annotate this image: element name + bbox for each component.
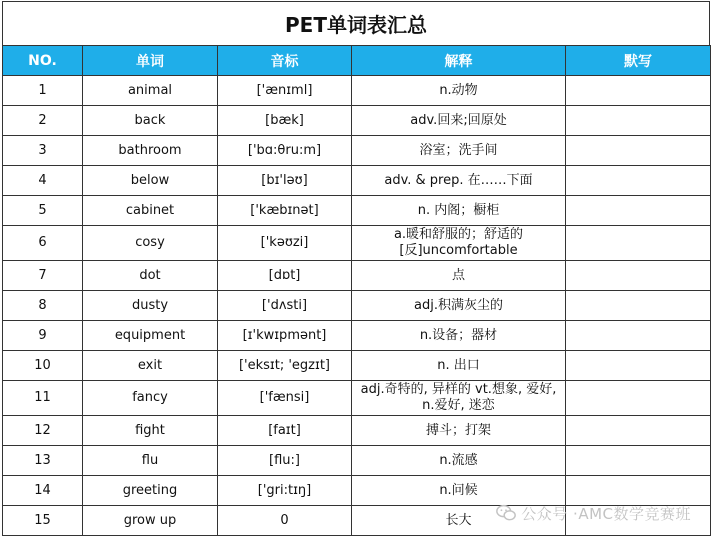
table-row bbox=[3, 136, 711, 166]
cell-phonetic: ['kæbɪnət] bbox=[218, 196, 352, 226]
table-row bbox=[3, 416, 711, 446]
cell-phonetic: [bɪ'ləʊ] bbox=[218, 166, 352, 196]
cell-no: 8 bbox=[3, 291, 83, 321]
cell-no: 1 bbox=[3, 76, 83, 106]
watermark bbox=[495, 502, 691, 524]
cell-dictation[interactable] bbox=[566, 321, 711, 351]
cell-no: 12 bbox=[3, 416, 83, 446]
cell-dictation[interactable] bbox=[566, 136, 711, 166]
table-row bbox=[3, 351, 711, 381]
cell-word: greeting bbox=[83, 476, 218, 506]
cell-meaning: a.暖和舒服的；舒适的 [反]uncomfortable bbox=[352, 226, 566, 261]
header-phonetic: 音标 bbox=[218, 46, 352, 76]
cell-no: 5 bbox=[3, 196, 83, 226]
cell-no: 10 bbox=[3, 351, 83, 381]
cell-meaning: 长大 bbox=[352, 506, 566, 536]
cell-word: fight bbox=[83, 416, 218, 446]
page-title: PET单词表汇总 bbox=[2, 1, 710, 45]
cell-no: 4 bbox=[3, 166, 83, 196]
cell-phonetic: ['eksɪt; 'egzɪt] bbox=[218, 351, 352, 381]
cell-phonetic: ['ænɪml] bbox=[218, 76, 352, 106]
cell-dictation[interactable] bbox=[566, 166, 711, 196]
cell-dictation[interactable] bbox=[566, 446, 711, 476]
table-row bbox=[3, 106, 711, 136]
header-no: NO. bbox=[3, 46, 83, 76]
vocabulary-sheet bbox=[2, 1, 710, 536]
table-row bbox=[3, 476, 711, 506]
cell-phonetic: [dɒt] bbox=[218, 261, 352, 291]
table-row bbox=[3, 381, 711, 416]
cell-meaning: adj.积满灰尘的 bbox=[352, 291, 566, 321]
table-header-row bbox=[3, 46, 711, 76]
cell-phonetic: 0 bbox=[218, 506, 352, 536]
cell-word: dusty bbox=[83, 291, 218, 321]
header-word: 单词 bbox=[83, 46, 218, 76]
cell-dictation[interactable] bbox=[566, 291, 711, 321]
cell-dictation[interactable] bbox=[566, 196, 711, 226]
cell-phonetic: ['dʌsti] bbox=[218, 291, 352, 321]
cell-no: 2 bbox=[3, 106, 83, 136]
cell-word: animal bbox=[83, 76, 218, 106]
cell-dictation[interactable] bbox=[566, 381, 711, 416]
cell-no: 3 bbox=[3, 136, 83, 166]
cell-word: dot bbox=[83, 261, 218, 291]
cell-meaning: n.动物 bbox=[352, 76, 566, 106]
cell-word: fancy bbox=[83, 381, 218, 416]
watermark-name: AMC数学竞赛班 bbox=[578, 504, 691, 523]
table-row bbox=[3, 446, 711, 476]
cell-word: exit bbox=[83, 351, 218, 381]
cell-meaning: 搏斗；打架 bbox=[352, 416, 566, 446]
vocabulary-table bbox=[2, 45, 711, 536]
cell-phonetic: [bæk] bbox=[218, 106, 352, 136]
cell-phonetic: [faɪt] bbox=[218, 416, 352, 446]
wechat-icon bbox=[495, 502, 517, 524]
cell-meaning: 点 bbox=[352, 261, 566, 291]
cell-meaning: n.设备；器材 bbox=[352, 321, 566, 351]
cell-dictation[interactable] bbox=[566, 76, 711, 106]
table-row bbox=[3, 291, 711, 321]
cell-phonetic: ['bɑ:θru:m] bbox=[218, 136, 352, 166]
cell-no: 13 bbox=[3, 446, 83, 476]
cell-dictation[interactable] bbox=[566, 261, 711, 291]
cell-dictation[interactable] bbox=[566, 476, 711, 506]
table-row bbox=[3, 166, 711, 196]
header-dictation: 默写 bbox=[566, 46, 711, 76]
table-row bbox=[3, 226, 711, 261]
cell-word: cabinet bbox=[83, 196, 218, 226]
cell-no: 15 bbox=[3, 506, 83, 536]
cell-dictation[interactable] bbox=[566, 351, 711, 381]
cell-phonetic: ['fænsi] bbox=[218, 381, 352, 416]
cell-dictation[interactable] bbox=[566, 106, 711, 136]
cell-meaning: adv.回来;回原处 bbox=[352, 106, 566, 136]
cell-word: below bbox=[83, 166, 218, 196]
watermark-prefix: 公众号 · bbox=[521, 504, 579, 523]
cell-meaning: n.问候 bbox=[352, 476, 566, 506]
cell-word: equipment bbox=[83, 321, 218, 351]
cell-phonetic: ['gri:tɪŋ] bbox=[218, 476, 352, 506]
cell-meaning: n. 内阁；橱柜 bbox=[352, 196, 566, 226]
cell-meaning: adj.奇特的, 异样的 vt.想象, 爱好, n.爱好, 迷恋 bbox=[352, 381, 566, 416]
cell-no: 9 bbox=[3, 321, 83, 351]
header-meaning: 解释 bbox=[352, 46, 566, 76]
table-row bbox=[3, 321, 711, 351]
table-row bbox=[3, 76, 711, 106]
cell-no: 14 bbox=[3, 476, 83, 506]
cell-no: 7 bbox=[3, 261, 83, 291]
cell-meaning: adv. & prep. 在……下面 bbox=[352, 166, 566, 196]
cell-phonetic: [ɪ'kwɪpmənt] bbox=[218, 321, 352, 351]
cell-word: flu bbox=[83, 446, 218, 476]
cell-no: 11 bbox=[3, 381, 83, 416]
cell-meaning: n. 出口 bbox=[352, 351, 566, 381]
cell-dictation[interactable] bbox=[566, 416, 711, 446]
cell-word: grow up bbox=[83, 506, 218, 536]
cell-no: 6 bbox=[3, 226, 83, 261]
cell-phonetic: [flu:] bbox=[218, 446, 352, 476]
cell-word: cosy bbox=[83, 226, 218, 261]
cell-dictation[interactable] bbox=[566, 226, 711, 261]
table-row bbox=[3, 261, 711, 291]
cell-meaning: 浴室；洗手间 bbox=[352, 136, 566, 166]
cell-meaning: n.流感 bbox=[352, 446, 566, 476]
cell-word: bathroom bbox=[83, 136, 218, 166]
cell-phonetic: ['kəʊzi] bbox=[218, 226, 352, 261]
cell-word: back bbox=[83, 106, 218, 136]
table-row bbox=[3, 196, 711, 226]
